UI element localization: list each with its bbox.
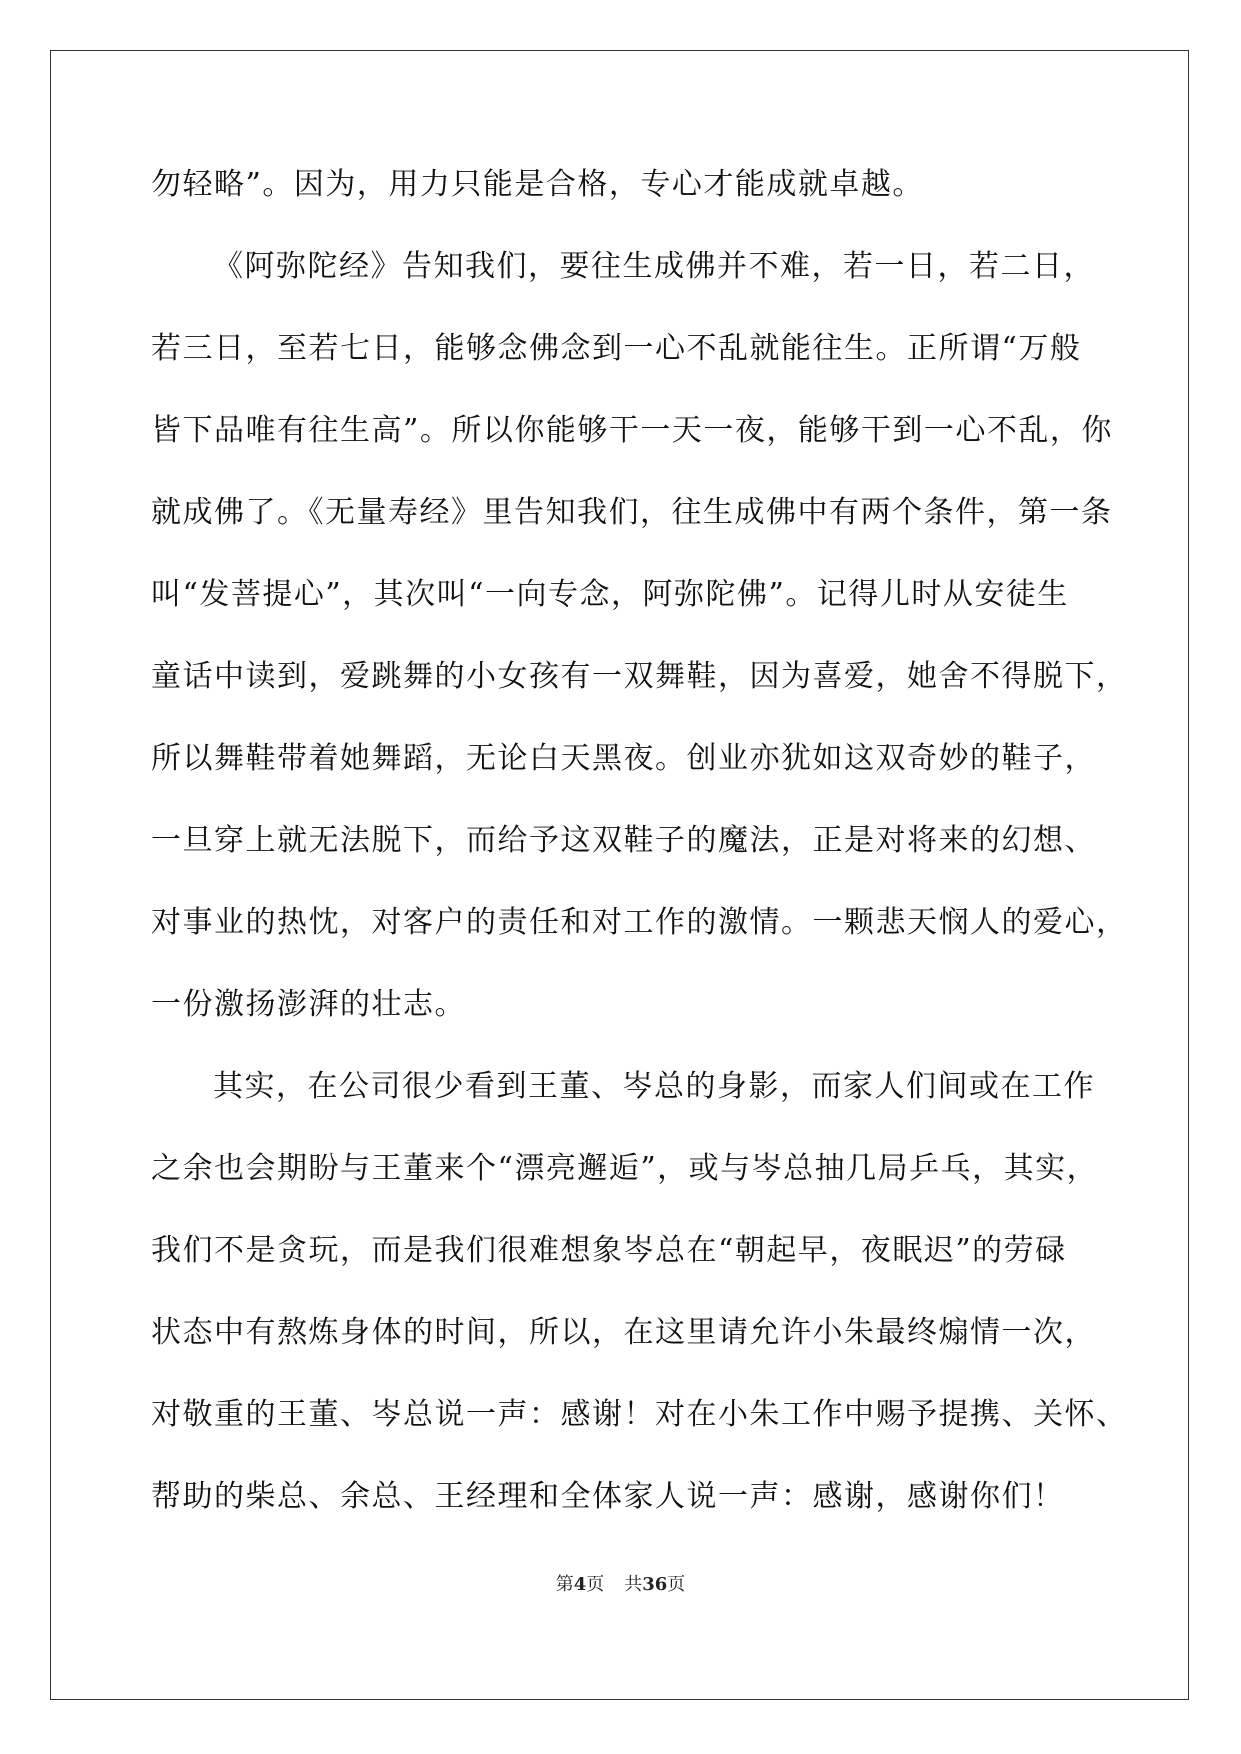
total-pages: 36	[642, 1574, 668, 1595]
text-line: 勿轻略”。因为，用力只能是合格，专心才能成就卓越。	[151, 167, 924, 202]
paragraph-start-line: 《阿弥陀经》告知我们，要往生成佛并不难，若一日，若二日，	[213, 249, 1095, 284]
text-line: 对事业的热忱，对客户的责任和对工作的激情。一颗悲天悯人的爱心，	[151, 905, 1128, 940]
total-suffix: 页	[667, 1574, 686, 1595]
text-line: 对敬重的王董、岑总说一声：感谢！对在小朱工作中赐予提携、关怀、	[151, 1397, 1128, 1432]
paragraph-start-line: 其实，在公司很少看到王董、岑总的身影，而家人们间或在工作	[213, 1069, 1095, 1104]
document-body	[151, 160, 1128, 1554]
text-line: 就成佛了。《无量寿经》里告知我们，往生成佛中有两个条件，第一条	[151, 495, 1113, 530]
page-prefix: 第	[555, 1574, 574, 1595]
text-line: 帮助的柴总、余总、王经理和全体家人说一声：感谢，感谢你们！	[151, 1479, 1065, 1514]
text-line: 我们不是贪玩，而是我们很难想象岑总在“朝起早，夜眠迟”的劳碌	[151, 1233, 1067, 1268]
page-number: 4	[573, 1574, 587, 1595]
text-line: 一份激扬澎湃的壮志。	[151, 987, 466, 1022]
total-prefix: 共	[624, 1574, 643, 1595]
text-line: 皆下品唯有往生高”。所以你能够干一天一夜，能够干到一心不乱，你	[151, 413, 1113, 448]
text-line: 若三日，至若七日，能够念佛念到一心不乱就能往生。正所谓“万般	[151, 331, 1082, 366]
text-line: 所以舞鞋带着她舞蹈，无论白天黑夜。创业亦犹如这双奇妙的鞋子，	[151, 741, 1096, 776]
text-line: 状态中有熬炼身体的时间，所以，在这里请允许小朱最终煽情一次，	[151, 1315, 1096, 1350]
text-line: 叫“发菩提心”，其次叫“一向专念，阿弥陀佛”。记得儿时从安徒生	[151, 577, 1069, 612]
text-line: 之余也会期盼与王董来个“漂亮邂逅”，或与岑总抽几局乒乓，其实，	[151, 1151, 1099, 1186]
page-footer	[0, 1570, 1241, 1596]
text-line: 童话中读到，爱跳舞的小女孩有一双舞鞋，因为喜爱，她舍不得脱下，	[151, 659, 1128, 694]
text-line: 一旦穿上就无法脱下，而给予这双鞋子的魔法，正是对将来的幻想、	[151, 823, 1096, 858]
page-suffix: 页	[586, 1574, 605, 1595]
